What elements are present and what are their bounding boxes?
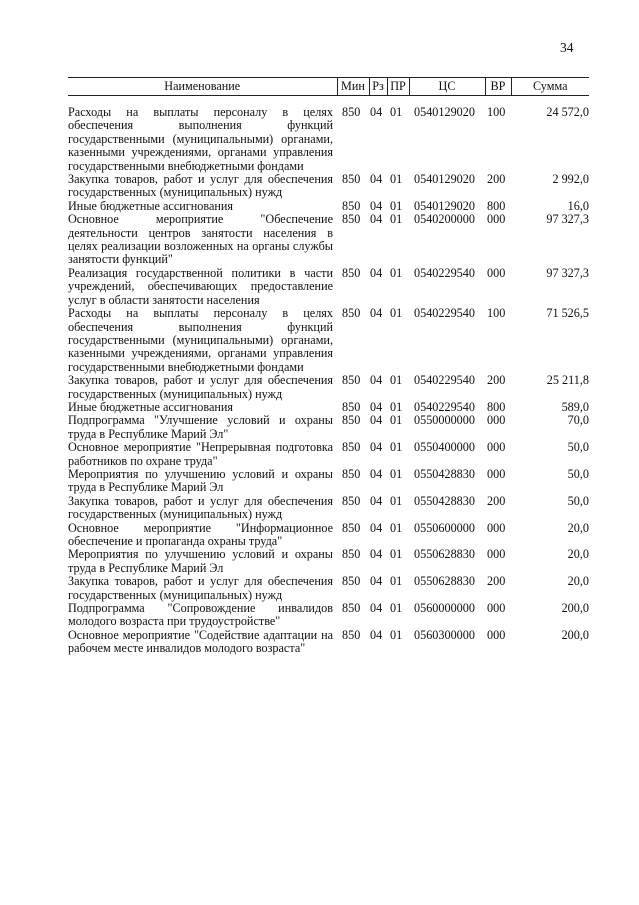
row-pr: 01 [390,493,403,508]
row-pr: 01 [390,413,403,428]
row-pr: 01 [390,440,403,455]
row-name: Закупка товаров, работ и услуг для обеспечения государственных (муниципальных) нужд [68,493,333,522]
row-min: 850 [342,466,361,481]
row-name: Мероприятия по улучшению условий и охраны труда в Республике Марий Эл [68,466,333,495]
header-pr: ПР [387,78,409,96]
table-row [68,441,589,468]
row-cs: 0550628830 [414,547,475,562]
row-sum: 97 327,3 [546,212,589,227]
row-vr: 200 [487,574,506,589]
row-name: Основное мероприятие "Содействие адаптации на рабочем месте инвалидов молодого возраста" [68,627,333,656]
row-sum: 24 572,0 [546,105,589,119]
row-name: Закупка товаров, работ и услуг для обеспечения государственных (муниципальных) нужд [68,172,333,200]
row-cs: 0550628830 [414,574,475,589]
row-min: 850 [342,105,361,119]
row-cs: 0540129020 [414,105,475,119]
row-vr: 000 [487,601,506,616]
table-row [68,267,589,307]
row-rz: 04 [370,373,383,388]
row-cs: 0550400000 [414,440,475,455]
row-rz: 04 [370,601,383,616]
row-cs: 0550000000 [414,413,475,428]
row-sum: 71 526,5 [546,306,589,321]
row-sum: 70,0 [567,413,589,428]
row-sum: 200,0 [561,627,589,642]
row-sum: 16,0 [567,198,589,213]
row-min: 850 [342,574,361,589]
row-cs: 0560300000 [414,627,475,642]
row-name: Подпрограмма "Сопровождение инвалидов молодого возраста при трудоустройстве" [68,601,333,629]
row-vr: 000 [487,212,506,227]
row-name: Закупка товаров, работ и услуг для обеспечения государственных (муниципальных) нужд [68,574,333,602]
row-vr: 000 [487,265,506,280]
row-min: 850 [342,601,361,616]
header-rz: Рз [369,78,387,96]
row-min: 850 [342,547,361,562]
row-pr: 01 [390,373,403,388]
row-pr: 01 [390,172,403,187]
row-pr: 01 [390,212,403,227]
row-pr: 01 [390,466,403,481]
row-sum: 589,0 [561,399,589,414]
row-sum: 97 327,3 [546,265,589,280]
row-name: Иные бюджетные ассигнования [68,399,234,414]
row-cs: 0540229540 [414,306,475,321]
page-number: 34 [560,40,574,55]
row-min: 850 [342,627,361,642]
table-row [68,495,589,522]
header-sum: Сумма [511,78,589,96]
row-name: Иные бюджетные ассигнования [68,198,234,213]
row-sum: 20,0 [567,547,589,562]
row-sum: 50,0 [567,466,589,481]
row-rz: 04 [370,399,383,414]
row-min: 850 [342,493,361,508]
row-cs: 0550428830 [414,466,475,481]
row-rz: 04 [370,413,383,428]
row-vr: 100 [487,306,506,321]
row-rz: 04 [370,198,383,213]
row-rz: 04 [370,627,383,642]
row-vr: 100 [487,105,506,119]
table-row [68,401,589,414]
row-name: Основное мероприятие "Обеспечение деятельности центров занятости населения в целях реализации возложенных на органы службы занятости функций" [68,212,333,267]
row-cs: 0550428830 [414,493,475,508]
table-header-row [68,78,589,96]
table-row [68,173,589,200]
row-name: Основное мероприятие "Непрерывная подготовка работников по охране труда" [68,440,333,468]
row-sum: 50,0 [567,493,589,508]
row-vr: 000 [487,520,506,535]
table-row [68,96,589,174]
row-min: 850 [342,440,361,455]
row-name: Реализация государственной политики в части учреждений, обеспечивающих предоставление услуг в области занятости населения [68,265,333,307]
row-pr: 01 [390,574,403,589]
row-cs: 0540229540 [414,373,475,388]
row-pr: 01 [390,399,403,414]
table-row [68,575,589,602]
row-name: Подпрограмма "Улучшение условий и охраны труда в Республике Марий Эл" [68,413,333,441]
row-rz: 04 [370,265,383,280]
table-row [68,602,589,629]
row-vr: 200 [487,373,506,388]
row-pr: 01 [390,105,403,119]
table-row [68,414,589,441]
row-cs: 0540200000 [414,212,475,227]
row-sum: 20,0 [567,574,589,589]
row-min: 850 [342,413,361,428]
row-min: 850 [342,520,361,535]
row-rz: 04 [370,105,383,119]
row-vr: 800 [487,198,506,213]
row-cs: 0540229540 [414,265,475,280]
row-min: 850 [342,265,361,280]
row-pr: 01 [390,198,403,213]
table-row [68,200,589,213]
row-pr: 01 [390,547,403,562]
budget-table [68,77,589,656]
row-rz: 04 [370,306,383,321]
row-pr: 01 [390,306,403,321]
row-pr: 01 [390,265,403,280]
header-vr: ВР [485,78,511,96]
row-pr: 01 [390,627,403,642]
table-row [68,213,589,267]
row-vr: 000 [487,413,506,428]
row-name: Расходы на выплаты персоналу в целях обеспечения выполнения функций государственными (муниципальными) органами, казенными учреждениями, органами управления государственными внебюджетными фондами [68,105,333,173]
row-name: Мероприятия по улучшению условий и охраны труда в Республике Марий Эл [68,547,333,575]
row-sum: 200,0 [561,601,589,616]
row-rz: 04 [370,574,383,589]
table-row [68,629,589,656]
row-rz: 04 [370,212,383,227]
row-min: 850 [342,399,361,414]
row-min: 850 [342,172,361,187]
row-sum: 50,0 [567,440,589,455]
row-vr: 200 [487,493,506,508]
row-name: Закупка товаров, работ и услуг для обеспечения государственных (муниципальных) нужд [68,373,333,401]
row-min: 850 [342,212,361,227]
row-vr: 000 [487,440,506,455]
row-name: Расходы на выплаты персоналу в целях обеспечения выполнения функций государственными (муниципальными) органами, казенными учреждениями, органами управления государственными внебюджетными фондами [68,306,333,374]
row-pr: 01 [390,520,403,535]
header-name: Наименование [68,78,337,96]
row-name: Основное мероприятие "Информационное обеспечение и пропаганда охраны труда" [68,520,333,548]
row-cs: 0550600000 [414,520,475,535]
row-sum: 20,0 [567,520,589,535]
row-rz: 04 [370,493,383,508]
table-row [68,307,589,374]
row-min: 850 [342,198,361,213]
table-row [68,468,589,495]
row-min: 850 [342,306,361,321]
row-pr: 01 [390,601,403,616]
row-rz: 04 [370,466,383,481]
row-vr: 800 [487,399,506,414]
row-cs: 0540129020 [414,172,475,187]
header-cs: ЦС [409,78,485,96]
table-body [68,96,589,656]
table-row [68,522,589,549]
header-min: Мин [337,78,369,96]
row-cs: 0540229540 [414,399,475,414]
row-sum: 2 992,0 [552,172,589,187]
row-vr: 000 [487,547,506,562]
row-vr: 000 [487,466,506,481]
table-row [68,548,589,575]
table-row [68,374,589,401]
row-cs: 0560000000 [414,601,475,616]
row-vr: 000 [487,627,506,642]
row-rz: 04 [370,172,383,187]
row-cs: 0540129020 [414,198,475,213]
row-rz: 04 [370,547,383,562]
row-vr: 200 [487,172,506,187]
row-min: 850 [342,373,361,388]
row-rz: 04 [370,440,383,455]
row-rz: 04 [370,520,383,535]
row-sum: 25 211,8 [546,373,589,388]
